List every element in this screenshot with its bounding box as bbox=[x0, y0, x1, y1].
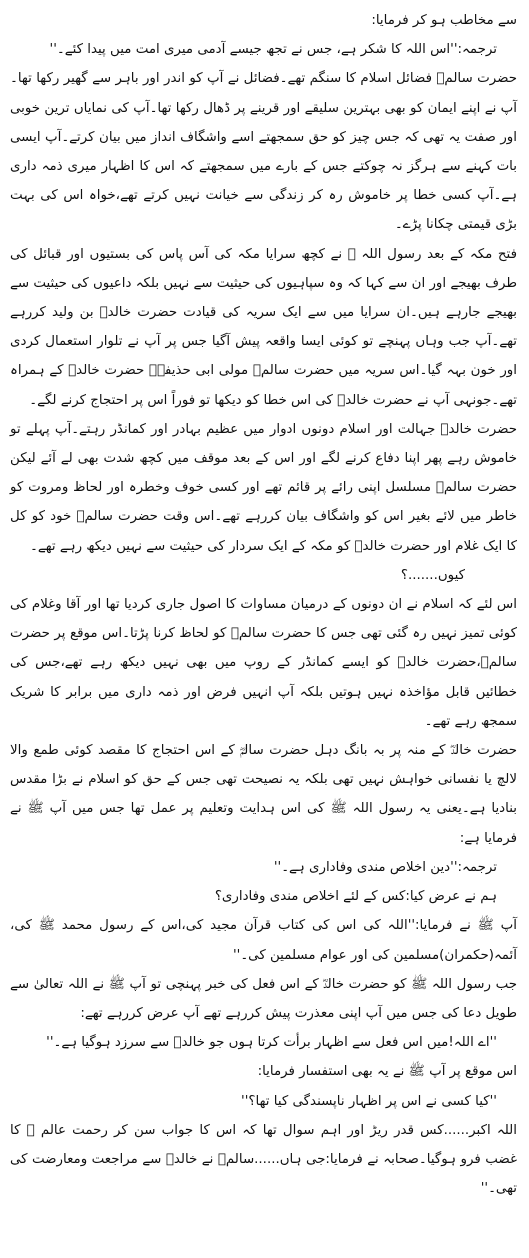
paragraph-salim-virtues: حضرت سالمؓ فضائل اسلام کا سنگم تھے۔فضائل نے آپ کو اندر اور باہر سے گھیر رکھا تھا۔آپ نے اپنے ایمان کو بھی بہترین سلیقے اور قرینے پر ڈھال رکھا تھا۔آپ کی نمایاں ترین خوبی اور صفت یہ تھی کہ جس چیز کو حق سمجھتے اسے واشگاف انداز میں بیان کرتے۔آپ ایسی بات کہنے سے ہرگز نہ چوکتے جس کے بارے میں سمجھتے کہ اس کا اظہار میری ذمہ داری ہے۔آپ کسی خطا پر خاموش رہ کر زندگی سے خیانت نہیں کرتے تھے،خواہ اس کی بہت بڑی قیمتی چکانا پڑے۔ bbox=[10, 71, 517, 233]
quote-prophet-disavowal: ''اے اللہ!میں اس فعل سے اظہار برأت کرتا ہوں جو خالدؓ سے سرزد ہوگیا ہے۔'' bbox=[46, 1035, 497, 1051]
quote-translation-religion-sincerity: ترجمہ:''دین اخلاص مندی وفاداری ہے۔'' bbox=[273, 859, 497, 875]
paragraph-conquest-of-mecca: فتح مکہ کے بعد رسول اللہ ﷺ نے کچھ سرایا مکہ کی آس پاس کی بستیوں اور قبائل کی طرف بھیجے اور ان سے کہا کہ وہ سپاہیوں کی حیثیت سے نہیں بلکہ داعیوں کی حیثیت سے بھیجے جارہے ہیں۔ان سرایا میں سے ایک سریہ کی قیادت حضرت خالدؓ بن ولید کررہے تھے۔آپ جب وہاں پہنچے تو کوئی ایسا واقعہ پیش آگیا جس پر آپ نے تلوار استعمال کردی اور خون بہہ گیا۔اس سریہ میں حضرت سالمؓ مولی ابی حذیفہؓ حضرت خالدؓ کے ہمراہ تھے۔جونہی آپ نے حضرت خالدؓ کی اس خطا کو دیکھا تو فوراً اس پر احتجاج کرنے لگے۔ bbox=[10, 246, 517, 408]
paragraph-equality-in-islam: اس لئے کہ اسلام نے ان دونوں کے درمیان مساوات کا اصول جاری کردیا تھا اور آقا وغلام کی کوئی تمیز نہیں رہ گئی تھی جس کا حضرت سالمؓ کو لحاظ کرنا پڑتا۔اس موقع پر حضرت سالمؓ،حضرت خالدؓ کو ایسے کمانڈر کے روپ میں بھی نہیں دیکھ رہے تھے،جس کی خطائیں قابل مؤاخذہ نہیں ہوتیں بلکہ آپ انہیں فرض اور ذمہ داری میں برابر کا شریک سمجھ رہے تھے۔ bbox=[10, 597, 517, 729]
quote-translation-prophet-thanks: ترجمہ:''اس اللہ کا شکر ہے، جس نے تجھ جیسے آدمی میری امت میں پیدا کئے۔'' bbox=[49, 42, 497, 58]
paragraph-protest-purpose: حضرت خالدؓ کے منہ پر بہ بانگ دہل حضرت سالمؓ کے اس احتجاج کا مقصد کوئی طمع والا لالچ یا نفسانی خواہش نہیں تھی بلکہ یہ نصیحت تھی جس کے حق کو اسلام نے بڑا مقدس بنادیا ہے۔یعنی یہ رسول اللہ ﷺ کی اس ہدایت وتعلیم پر عمل تھا جس میں آپ ﷺ نے فرمایا ہے: bbox=[10, 743, 517, 846]
paragraph-question-for-whom: ہم نے عرض کیا:کس کے لئے اخلاص مندی وفاداری؟ bbox=[214, 889, 497, 905]
paragraph-prophet-inquiry: اس موقع پر آپ ﷺ نے یہ بھی استفسار فرمایا: bbox=[257, 1064, 517, 1080]
paragraph-intro-line: سے مخاطب ہو کر فرمایا: bbox=[371, 13, 517, 28]
paragraph-khalid-leadership: حضرت خالدؓ جہالت اور اسلام دونوں ادوار میں عظیم بہادر اور کمانڈر رہتے۔آپ پہلے تو خاموش رہے پھر اپنا دفاع کرنے لگے اور اس کے بعد موقف میں کچھ شدت بھی لے آئے لیکن حضرت سالمؓ مسلسل اپنی رائے پر قائم تھے اور کسی خوف وخطرہ اور لحاظ ومروت کو خاطر میں لائے بغیر اس کو واشگاف بیان کررہے تھے۔اس وقت حضرت سالمؓ خود کو کل کا ایک غلام اور حضرت خالدؓ کو مکہ کے ایک سردار کی حیثیت سے نہیں دیکھ رہے تھے۔ bbox=[10, 421, 517, 554]
paragraph-prophet-prayer: جب رسول اللہ ﷺ کو حضرت خالدؓ کے اس فعل کی خبر پہنچی تو آپ ﷺ نے اللہ تعالیٰ سے طویل دعا کی جس میں آپ اپنی معذرت پیش کررہے تھے آپ عرض کررہے تھے: bbox=[10, 976, 517, 1021]
quote-prophet-question: ''کیا کسی نے اس پر اظہار ناپسندگی کیا تھا؟'' bbox=[241, 1093, 497, 1109]
paragraph-prophet-answer: آپ ﷺ نے فرمایا:''اللہ کی اس کی کتاب قرآن مجید کی،اس کے رسول محمد ﷺ کی، آئمہ(حکمران)مسلمین کی اور عوام مسلمین کی۔'' bbox=[10, 918, 517, 963]
question-why: کیوں.......؟ bbox=[400, 567, 465, 583]
paragraph-closing: اللہ اکبر......کس قدر ریڑ اور اہم سوال تھا کہ اس کا جواب سن کر رحمت عالم ﷺ کا غضب فرو ہوگیا۔صحابہ نے فرمایا:جی ہاں......سالمؓ نے خالدؓ سے مراجعت ومعارضت کی تھی۔'' bbox=[10, 1122, 517, 1197]
